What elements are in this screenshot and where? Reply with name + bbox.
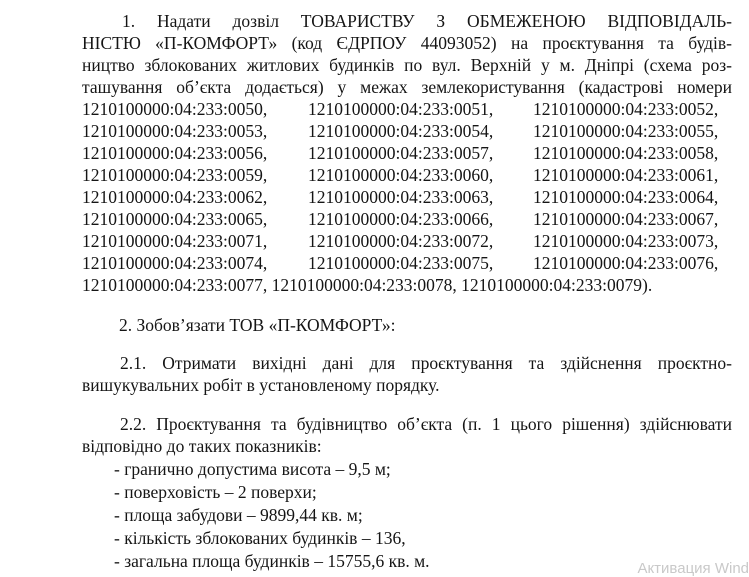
p1-line-1: 1. Надати дозвіл ТОВАРИСТВУ З ОБМЕЖЕНОЮ ВІДПОВІДАЛЬ- <box>122 11 732 31</box>
cadastral-number: 1210100000:04:233:0061, <box>533 165 719 185</box>
cadastral-number: 1210100000:04:233:0058, <box>533 143 719 163</box>
p1-last-line: 1210100000:04:233:0077, 1210100000:04:233:0078, 1210100000:04:233:0079). <box>82 275 653 295</box>
cadastral-number: 1210100000:04:233:0054, <box>308 121 494 141</box>
cadastral-number: 1210100000:04:233:0050, <box>82 99 268 119</box>
cadastral-row <box>82 120 732 142</box>
cadastral-number: 1210100000:04:233:0062, <box>82 187 268 207</box>
cadastral-number: 1210100000:04:233:0076, <box>533 253 719 273</box>
cadastral-row <box>82 230 732 252</box>
p2-1-line-1: 2.1. Отримати вихідні дані для проєктування та здійснення проєктно- <box>120 353 732 373</box>
indicator-item: - загальна площа будинків – 15755,6 кв. м. <box>114 551 430 571</box>
cadastral-row <box>82 164 732 186</box>
cadastral-number: 1210100000:04:233:0059, <box>82 165 268 185</box>
indicator-item: - площа забудови – 9899,44 кв. м; <box>114 505 363 525</box>
cadastral-number: 1210100000:04:233:0064, <box>533 187 719 207</box>
p1-line-3: ництво зблокованих житлових будинків по вул. Верхній у м. Дніпрі (схема роз- <box>82 55 732 75</box>
cadastral-number: 1210100000:04:233:0074, <box>82 253 268 273</box>
cadastral-row <box>82 252 732 274</box>
cadastral-row <box>82 142 732 164</box>
cadastral-number: 1210100000:04:233:0053, <box>82 121 268 141</box>
indicator-item: - гранично допустима висота – 9,5 м; <box>114 459 391 479</box>
cadastral-number: 1210100000:04:233:0066, <box>308 209 494 229</box>
cadastral-number: 1210100000:04:233:0056, <box>82 143 268 163</box>
cadastral-row <box>82 208 732 230</box>
cadastral-number: 1210100000:04:233:0060, <box>308 165 494 185</box>
cadastral-number: 1210100000:04:233:0073, <box>533 231 719 251</box>
cadastral-number: 1210100000:04:233:0055, <box>533 121 719 141</box>
cadastral-number: 1210100000:04:233:0051, <box>308 99 494 119</box>
cadastral-number: 1210100000:04:233:0065, <box>82 209 268 229</box>
cadastral-row <box>82 98 732 120</box>
cadastral-number: 1210100000:04:233:0071, <box>82 231 268 251</box>
os-activation-watermark: Активация Wind <box>637 560 749 577</box>
cadastral-number: 1210100000:04:233:0057, <box>308 143 494 163</box>
p1-line-2: НІСТЮ «П-КОМФОРТ» (код ЄДРПОУ 44093052) на проєктування та будів- <box>82 33 732 53</box>
p2-2-line-1: 2.2. Проєктування та будівництво об’єкта (п. 1 цього рішення) здійснювати <box>120 414 732 434</box>
cadastral-number: 1210100000:04:233:0063, <box>308 187 494 207</box>
cadastral-number: 1210100000:04:233:0072, <box>308 231 494 251</box>
cadastral-number: 1210100000:04:233:0075, <box>308 253 494 273</box>
p2-1-line-2: вишукувальних робіт в установленому порядку. <box>82 375 440 395</box>
indicator-item: - поверховість – 2 поверхи; <box>114 482 317 502</box>
p2-2-line-2: відповідно до таких показників: <box>82 436 322 456</box>
indicator-item: - кількість зблокованих будинків – 136, <box>114 528 406 548</box>
p1-line-4: ташування об’єкта додається) у межах землекористування (кадастрові номери <box>82 77 732 97</box>
p2-heading: 2. Зобов’язати ТОВ «П-КОМФОРТ»: <box>119 315 396 335</box>
cadastral-number: 1210100000:04:233:0052, <box>533 99 719 119</box>
cadastral-row <box>82 186 732 208</box>
cadastral-number: 1210100000:04:233:0067, <box>533 209 719 229</box>
